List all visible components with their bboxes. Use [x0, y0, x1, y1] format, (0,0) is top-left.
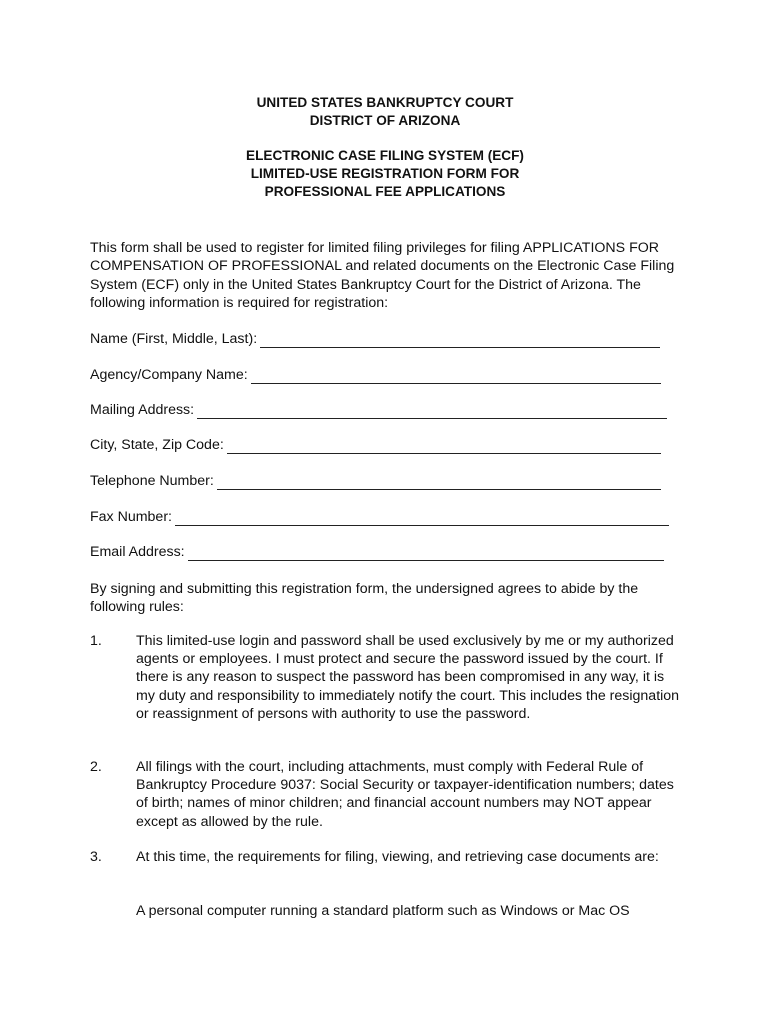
form-header: [0, 94, 770, 201]
fax-label: Fax Number:: [90, 509, 172, 525]
fax-field[interactable]: [90, 508, 669, 526]
email-field[interactable]: [90, 543, 664, 561]
mailing-blank[interactable]: [197, 405, 667, 419]
name-blank[interactable]: [260, 334, 660, 348]
name-label: Name (First, Middle, Last):: [90, 331, 258, 347]
fax-blank[interactable]: [175, 512, 669, 526]
rule-text: This limited-use login and password shall be used exclusively by me or my authorized agents or employees. I must protect and secure the password issued by the court. If there is any reason to suspect the password has been compromised in any way, it is my duty and responsibility to immediately notify the court. This includes the resignation or reassignment of persons with authority to use the password.: [136, 633, 680, 722]
rule-number: 1.: [90, 633, 102, 649]
court-name: UNITED STATES BANKRUPTCY COURT: [256, 95, 514, 110]
intro-paragraph: This form shall be used to register for limited filing privileges for filing APPLICATIONS FOR COMPENSATION OF PROFESSIONAL and related documents on the Electronic Case Filing System (ECF) only in the United States Bankruptcy Court for the District of Arizona. The following information is required for registration:: [90, 240, 675, 312]
mailing-field[interactable]: [90, 401, 667, 419]
district-name: DISTRICT OF ARIZONA: [309, 113, 461, 128]
form-title-line1: LIMITED-USE REGISTRATION FORM FOR: [250, 166, 520, 181]
mailing-label: Mailing Address:: [90, 402, 195, 418]
system-name: ELECTRONIC CASE FILING SYSTEM (ECF): [246, 148, 524, 163]
name-field[interactable]: [90, 330, 660, 348]
form-title-line2: PROFESSIONAL FEE APPLICATIONS: [264, 184, 506, 199]
rule-extra-text: A personal computer running a standard platform such as Windows or Mac OS: [136, 903, 630, 919]
telephone-blank[interactable]: [217, 476, 661, 490]
rule-number: 3.: [90, 849, 102, 865]
rule-text: At this time, the requirements for filing, viewing, and retrieving case documents are:: [136, 849, 659, 865]
agency-blank[interactable]: [251, 370, 661, 384]
rule-text: All filings with the court, including attachments, must comply with Federal Rule of Bankruptcy Procedure 9037: Social Security or taxpayer-identification numbers; dates of birth; names of minor children; and financial account numbers may NOT appear except as allowed by the rule.: [136, 759, 674, 830]
agency-label: Agency/Company Name:: [90, 367, 248, 383]
rule-number: 2.: [90, 759, 102, 775]
email-blank[interactable]: [188, 547, 664, 561]
city-field[interactable]: [90, 436, 661, 454]
telephone-label: Telephone Number:: [90, 473, 214, 489]
city-label: City, State, Zip Code:: [90, 437, 224, 453]
agency-field[interactable]: [90, 366, 661, 384]
city-blank[interactable]: [227, 440, 661, 454]
telephone-field[interactable]: [90, 472, 661, 490]
agreement-paragraph: By signing and submitting this registration form, the undersigned agrees to abide by the following rules:: [90, 581, 639, 616]
email-label: Email Address:: [90, 544, 185, 560]
